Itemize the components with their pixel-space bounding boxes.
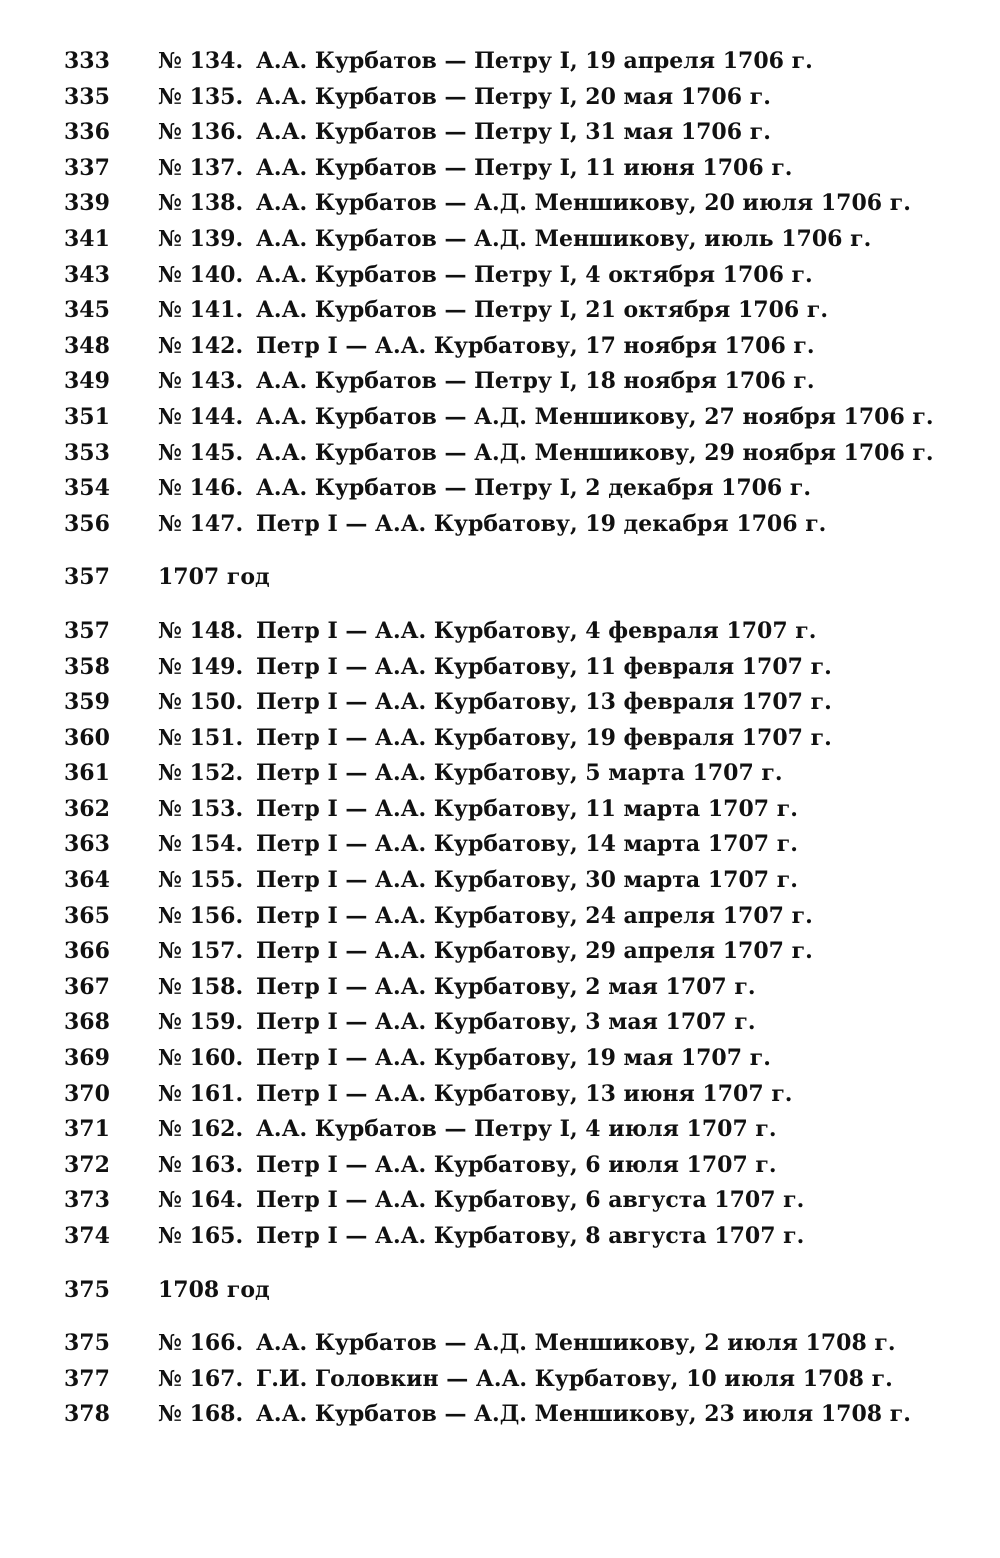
entry-page-number: 378 xyxy=(64,1401,110,1428)
entry-document-number: № 154. xyxy=(158,831,244,858)
entry-document-number: № 144. xyxy=(158,403,244,430)
entry-title: Петр I — А.А. Курбатову, 17 ноября 1706 г. xyxy=(256,332,815,359)
entry-document-number: № 148. xyxy=(158,617,244,644)
entry-page-number: 373 xyxy=(64,1187,110,1214)
entry-document-number: № 156. xyxy=(158,902,244,929)
toc-entry xyxy=(64,1219,964,1255)
toc-entry xyxy=(64,115,964,151)
entry-document-number: № 143. xyxy=(158,368,244,395)
entry-title: А.А. Курбатов — А.Д. Меншикову, 23 июля 1708 г. xyxy=(256,1401,911,1428)
entry-page-number: 349 xyxy=(64,368,110,395)
entry-title: Петр I — А.А. Курбатову, 11 марта 1707 г. xyxy=(256,795,798,822)
entry-document-number: № 160. xyxy=(158,1045,244,1072)
section-page-number: 375 xyxy=(64,1276,110,1303)
entry-page-number: 348 xyxy=(64,332,110,359)
entry-page-number: 377 xyxy=(64,1365,110,1392)
entry-title: А.А. Курбатов — Петру I, 4 октября 1706 г. xyxy=(256,261,813,288)
toc-entry xyxy=(64,721,964,757)
toc-entry xyxy=(64,934,964,970)
entry-document-number: № 150. xyxy=(158,689,244,716)
entry-document-number: № 158. xyxy=(158,973,244,1000)
entry-title: Петр I — А.А. Курбатову, 5 марта 1707 г. xyxy=(256,760,783,787)
entry-page-number: 354 xyxy=(64,475,110,502)
entry-title: Петр I — А.А. Курбатову, 2 мая 1707 г. xyxy=(256,973,756,1000)
toc-entry xyxy=(64,863,964,899)
toc-entry xyxy=(64,1005,964,1041)
entry-page-number: 359 xyxy=(64,689,110,716)
entry-document-number: № 151. xyxy=(158,724,244,751)
toc-entry xyxy=(64,792,964,828)
section-header xyxy=(64,560,964,596)
entry-document-number: № 149. xyxy=(158,653,244,680)
entry-document-number: № 135. xyxy=(158,83,244,110)
entry-page-number: 333 xyxy=(64,48,110,74)
entry-page-number: 362 xyxy=(64,795,110,822)
toc-entry xyxy=(64,222,964,258)
toc-entry xyxy=(64,293,964,329)
entry-title: Петр I — А.А. Курбатову, 11 февраля 1707 г. xyxy=(256,653,832,680)
toc-entry xyxy=(64,650,964,686)
entry-document-number: № 137. xyxy=(158,154,244,181)
toc-entry xyxy=(64,1183,964,1219)
entry-page-number: 375 xyxy=(64,1330,110,1357)
entry-page-number: 341 xyxy=(64,225,110,252)
toc-entry xyxy=(64,1397,964,1433)
section-title: 1707 год xyxy=(158,564,270,591)
entry-document-number: № 165. xyxy=(158,1223,244,1249)
entry-title: Петр I — А.А. Курбатову, 3 мая 1707 г. xyxy=(256,1009,756,1036)
entry-document-number: № 164. xyxy=(158,1187,244,1214)
entry-title: Петр I — А.А. Курбатову, 30 марта 1707 г. xyxy=(256,867,798,894)
entry-page-number: 363 xyxy=(64,831,110,858)
entry-page-number: 356 xyxy=(64,510,110,537)
entry-title: Петр I — А.А. Курбатову, 13 февраля 1707 г. xyxy=(256,689,832,716)
toc-entry xyxy=(64,436,964,472)
entry-title: А.А. Курбатов — Петру I, 19 апреля 1706 г. xyxy=(256,48,813,74)
toc-entry xyxy=(64,44,964,80)
entry-document-number: № 159. xyxy=(158,1009,244,1036)
entry-document-number: № 157. xyxy=(158,938,244,965)
toc-entry xyxy=(64,614,964,650)
entry-title: Г.И. Головкин — А.А. Курбатову, 10 июля 1708 г. xyxy=(256,1365,893,1392)
toc-entry xyxy=(64,970,964,1006)
entry-title: А.А. Курбатов — Петру I, 20 мая 1706 г. xyxy=(256,83,771,110)
entry-document-number: № 162. xyxy=(158,1116,244,1143)
entry-title: А.А. Курбатов — Петру I, 18 ноября 1706 г. xyxy=(256,368,815,395)
entry-page-number: 361 xyxy=(64,760,110,787)
entry-document-number: № 167. xyxy=(158,1365,244,1392)
entry-document-number: № 163. xyxy=(158,1151,244,1178)
entry-page-number: 358 xyxy=(64,653,110,680)
section-header xyxy=(64,1273,964,1309)
entry-title: А.А. Курбатов — А.Д. Меншикову, 2 июля 1708 г. xyxy=(256,1330,896,1357)
entry-page-number: 374 xyxy=(64,1223,110,1249)
entry-title: Петр I — А.А. Курбатову, 19 мая 1707 г. xyxy=(256,1045,771,1072)
entry-page-number: 336 xyxy=(64,119,110,146)
entry-title: А.А. Курбатов — А.Д. Меншикову, июль 1706 г. xyxy=(256,225,872,252)
entry-title: Петр I — А.А. Курбатову, 19 декабря 1706 г. xyxy=(256,510,827,537)
entry-title: Петр I — А.А. Курбатову, 4 февраля 1707 г. xyxy=(256,617,817,644)
entry-page-number: 353 xyxy=(64,439,110,466)
toc-entry xyxy=(64,507,964,543)
entry-title: А.А. Курбатов — А.Д. Меншикову, 20 июля 1706 г. xyxy=(256,190,911,217)
entry-document-number: № 147. xyxy=(158,510,244,537)
entry-document-number: № 166. xyxy=(158,1330,244,1357)
entry-page-number: 368 xyxy=(64,1009,110,1036)
toc-entry xyxy=(64,364,964,400)
entry-document-number: № 134. xyxy=(158,48,244,74)
entry-page-number: 360 xyxy=(64,724,110,751)
toc-entry xyxy=(64,1362,964,1398)
entry-document-number: № 146. xyxy=(158,475,244,502)
entry-title: А.А. Курбатов — Петру I, 31 мая 1706 г. xyxy=(256,119,771,146)
entry-document-number: № 138. xyxy=(158,190,244,217)
entry-document-number: № 152. xyxy=(158,760,244,787)
entry-document-number: № 140. xyxy=(158,261,244,288)
toc-entry xyxy=(64,1041,964,1077)
toc-entry xyxy=(64,329,964,365)
entry-title: Петр I — А.А. Курбатову, 24 апреля 1707 г. xyxy=(256,902,813,929)
entry-document-number: № 145. xyxy=(158,439,244,466)
entry-title: Петр I — А.А. Курбатову, 14 марта 1707 г. xyxy=(256,831,798,858)
toc-entry xyxy=(64,80,964,116)
entry-page-number: 372 xyxy=(64,1151,110,1178)
entry-document-number: № 142. xyxy=(158,332,244,359)
entry-title: А.А. Курбатов — А.Д. Меншикову, 27 ноября 1706 г. xyxy=(256,403,934,430)
entry-title: Петр I — А.А. Курбатову, 8 августа 1707 г. xyxy=(256,1223,805,1249)
entry-page-number: 371 xyxy=(64,1116,110,1143)
entry-document-number: № 168. xyxy=(158,1401,244,1428)
entry-title: Петр I — А.А. Курбатову, 6 августа 1707 г. xyxy=(256,1187,805,1214)
toc-entry xyxy=(64,1148,964,1184)
entry-document-number: № 139. xyxy=(158,225,244,252)
entry-title: А.А. Курбатов — Петру I, 4 июля 1707 г. xyxy=(256,1116,777,1143)
toc-entry xyxy=(64,471,964,507)
toc-entry xyxy=(64,899,964,935)
entry-page-number: 351 xyxy=(64,403,110,430)
toc-entry xyxy=(64,1112,964,1148)
toc-entry xyxy=(64,1077,964,1113)
entry-title: А.А. Курбатов — Петру I, 21 октября 1706 г. xyxy=(256,297,828,324)
entry-title: А.А. Курбатов — Петру I, 11 июня 1706 г. xyxy=(256,154,793,181)
entry-title: Петр I — А.А. Курбатову, 6 июля 1707 г. xyxy=(256,1151,777,1178)
toc-entry xyxy=(64,186,964,222)
entry-page-number: 370 xyxy=(64,1080,110,1107)
entry-title: Петр I — А.А. Курбатову, 29 апреля 1707 г. xyxy=(256,938,813,965)
entry-document-number: № 161. xyxy=(158,1080,244,1107)
entry-page-number: 367 xyxy=(64,973,110,1000)
entry-title: Петр I — А.А. Курбатову, 13 июня 1707 г. xyxy=(256,1080,793,1107)
entry-page-number: 369 xyxy=(64,1045,110,1072)
entry-page-number: 343 xyxy=(64,261,110,288)
entry-page-number: 339 xyxy=(64,190,110,217)
entry-page-number: 364 xyxy=(64,867,110,894)
section-page-number: 357 xyxy=(64,564,110,591)
toc-entry xyxy=(64,400,964,436)
entry-page-number: 335 xyxy=(64,83,110,110)
toc-entry xyxy=(64,151,964,187)
toc-entry xyxy=(64,258,964,294)
entry-document-number: № 141. xyxy=(158,297,244,324)
entry-title: А.А. Курбатов — А.Д. Меншикову, 29 ноября 1706 г. xyxy=(256,439,934,466)
entry-title: Петр I — А.А. Курбатову, 19 февраля 1707 г. xyxy=(256,724,832,751)
entry-page-number: 357 xyxy=(64,617,110,644)
entry-page-number: 345 xyxy=(64,297,110,324)
toc-entry xyxy=(64,685,964,721)
entry-page-number: 337 xyxy=(64,154,110,181)
entry-document-number: № 153. xyxy=(158,795,244,822)
table-of-contents xyxy=(64,44,964,1433)
toc-entry xyxy=(64,1326,964,1362)
toc-entry xyxy=(64,756,964,792)
section-title: 1708 год xyxy=(158,1276,270,1303)
toc-entry xyxy=(64,827,964,863)
entry-page-number: 366 xyxy=(64,938,110,965)
entry-page-number: 365 xyxy=(64,902,110,929)
entry-document-number: № 155. xyxy=(158,867,244,894)
entry-document-number: № 136. xyxy=(158,119,244,146)
entry-title: А.А. Курбатов — Петру I, 2 декабря 1706 г. xyxy=(256,475,812,502)
